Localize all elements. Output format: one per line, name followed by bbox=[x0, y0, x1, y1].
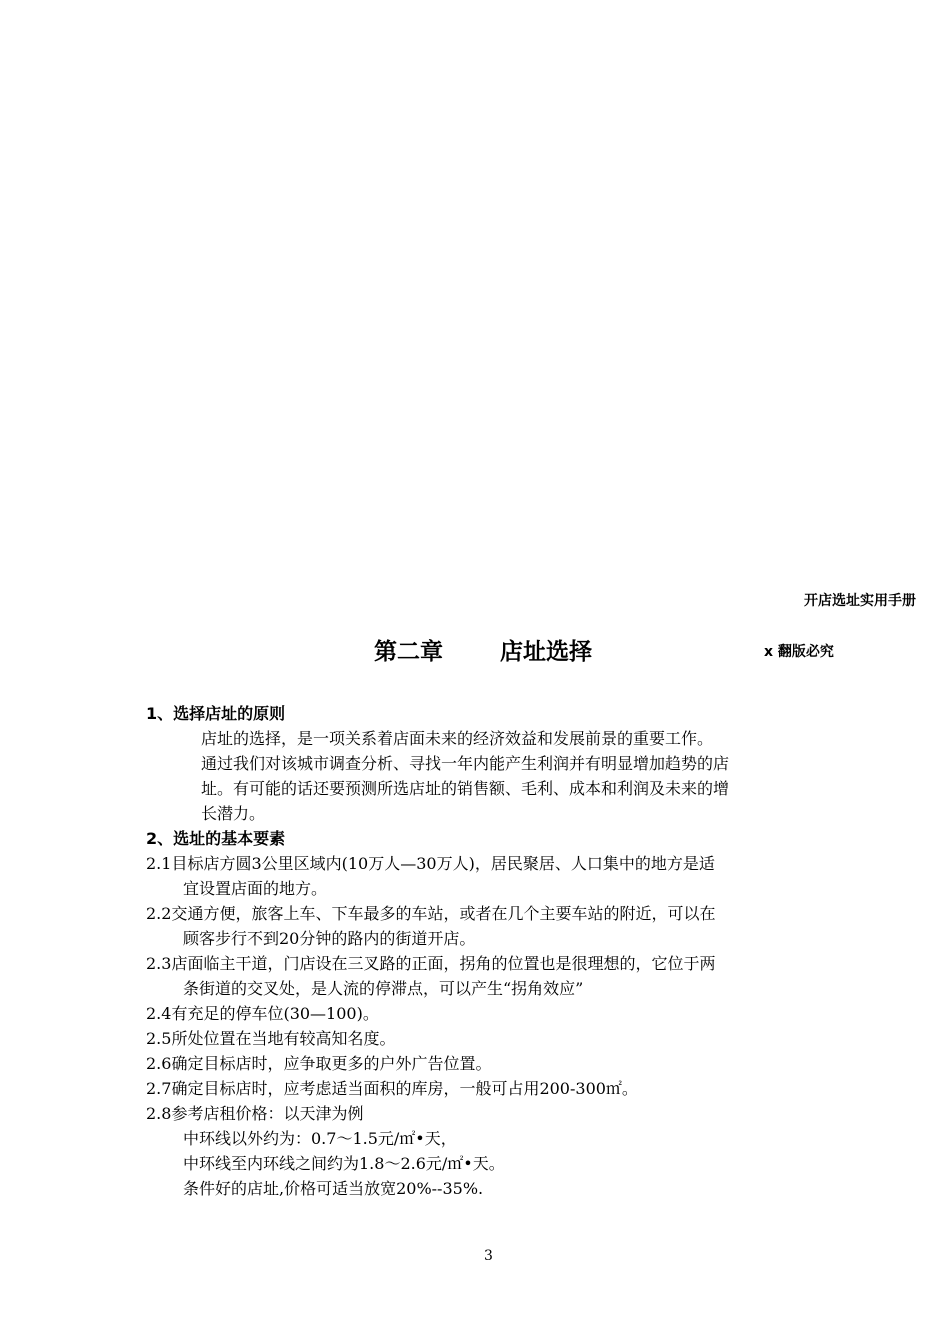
list-item-continuation: 条街道的交叉处，是人流的停滞点，可以产生“拐角效应” bbox=[183, 979, 584, 998]
list-item: 2.2交通方便，旅客上车、下车最多的车站，或者在几个主要车站的附近，可以在 bbox=[146, 904, 716, 923]
section-2-heading: 2、选址的基本要素 bbox=[146, 829, 286, 848]
list-item: 2.4有充足的停车位(30—100)。 bbox=[146, 1004, 379, 1023]
list-item-continuation: 顾客步行不到20分钟的路内的街道开店。 bbox=[183, 929, 476, 948]
rent-line: 条件好的店址,价格可适当放宽20%--35%. bbox=[183, 1179, 484, 1198]
page-number: 3 bbox=[484, 1248, 493, 1264]
chapter-title: 店址选择 bbox=[500, 639, 592, 665]
document-header-title: 开店选址实用手册 bbox=[804, 593, 916, 609]
rent-line: 中环线至内环线之间约为1.8～2.6元/㎡•天。 bbox=[183, 1154, 505, 1173]
list-item: 2.3店面临主干道，门店设在三叉路的正面，拐角的位置也是很理想的，它位于两 bbox=[146, 954, 716, 973]
paragraph-line: 长潜力。 bbox=[201, 804, 266, 823]
paragraph-line: 通过我们对该城市调查分析、寻找一年内能产生利润并有明显增加趋势的店 bbox=[201, 754, 730, 773]
list-item: 2.1目标店方圆3公里区域内(10万人—30万人)，居民聚居、人口集中的地方是适 bbox=[146, 854, 715, 873]
list-item: 2.7确定目标店时，应考虑适当面积的库房，一般可占用200-300㎡。 bbox=[146, 1079, 638, 1098]
copyright-notice: x 翻版必究 bbox=[764, 644, 834, 660]
paragraph-line: 址。有可能的话还要预测所选店址的销售额、毛利、成本和利润及未来的增 bbox=[201, 779, 730, 798]
chapter-number: 第二章 bbox=[374, 639, 443, 665]
list-item: 2.5所处位置在当地有较高知名度。 bbox=[146, 1029, 396, 1048]
list-item-continuation: 宜设置店面的地方。 bbox=[183, 879, 328, 898]
list-item: 2.6确定目标店时，应争取更多的户外广告位置。 bbox=[146, 1054, 492, 1073]
rent-line: 中环线以外约为：0.7～1.5元/㎡•天， bbox=[183, 1129, 457, 1148]
paragraph-line: 店址的选择，是一项关系着店面未来的经济效益和发展前景的重要工作。 bbox=[201, 729, 714, 748]
section-1-heading: 1、选择店址的原则 bbox=[146, 704, 286, 723]
list-item: 2.8参考店租价格：以天津为例 bbox=[146, 1104, 364, 1123]
